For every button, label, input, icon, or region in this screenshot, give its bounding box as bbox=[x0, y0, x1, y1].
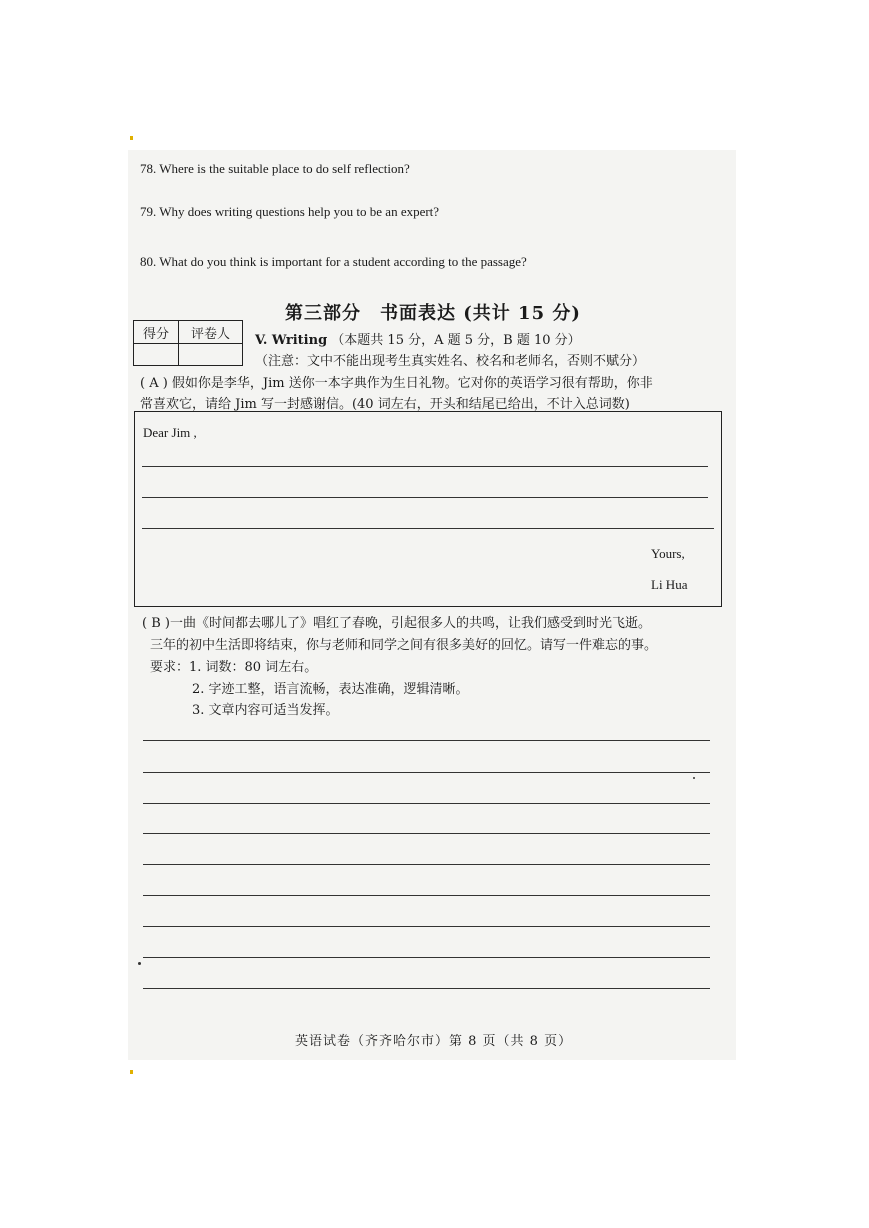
letter-closing: Yours, bbox=[651, 546, 685, 561]
page-footer: 英语试卷（齐齐哈尔市）第 8 页（共 8 页） bbox=[295, 1034, 573, 1049]
part-b-prompt-line2: 三年的初中生活即将结束，你与老师和同学之间有很多美好的回忆。请写一件难忘的事。 bbox=[150, 638, 658, 653]
question-79: 79. Why does writing questions help you to be an expert? bbox=[140, 204, 440, 219]
writing-line[interactable] bbox=[143, 864, 710, 865]
letter-signature: Li Hua bbox=[651, 577, 688, 592]
writing-title: V. Writing bbox=[255, 333, 328, 348]
scan-dot bbox=[138, 962, 141, 965]
writing-points: （本题共 15 分，A 题 5 分，B 题 10 分） bbox=[331, 333, 581, 348]
part-a-prompt-line2: 常喜欢它，请给 Jim 写一封感谢信。(40 词左右，开头和结尾已给出，不计入总词数) bbox=[140, 397, 630, 412]
writing-line[interactable] bbox=[143, 833, 710, 834]
part-a-prompt-line1: ( A ) 假如你是李华，Jim 送你一本字典作为生日礼物。它对你的英语学习很有帮助，你非 bbox=[140, 376, 653, 391]
writing-line[interactable] bbox=[143, 772, 710, 773]
scan-mark bbox=[130, 1070, 133, 1074]
writing-line[interactable] bbox=[143, 740, 710, 741]
writing-note: （注意：文中不能出现考生真实姓名、校名和老师名，否则不赋分） bbox=[255, 354, 646, 369]
writing-line[interactable] bbox=[142, 497, 708, 498]
part-b-requirement-3: 3. 文章内容可适当发挥。 bbox=[192, 703, 339, 718]
grader-label: 评卷人 bbox=[190, 326, 230, 342]
score-label: 得分 bbox=[134, 321, 179, 343]
part-b-prompt-line1: ( B )一曲《时间都去哪儿了》唱红了春晚，引起很多人的共鸣，让我们感受到时光飞逝。 bbox=[142, 616, 651, 631]
writing-line[interactable] bbox=[142, 466, 708, 467]
part-b-requirement-1: 要求：1. 词数：80 词左右。 bbox=[150, 660, 318, 675]
section-title: 第三部分 书面表达 (共计 15 分) bbox=[285, 303, 581, 324]
score-table bbox=[133, 320, 243, 366]
score-cell bbox=[134, 344, 179, 366]
scan-dot bbox=[693, 777, 695, 779]
grader-cell bbox=[179, 344, 242, 366]
writing-line[interactable] bbox=[143, 926, 710, 927]
writing-line[interactable] bbox=[143, 988, 710, 989]
letter-salutation: Dear Jim , bbox=[143, 425, 197, 440]
part-b-requirement-2: 2. 字迹工整，语言流畅，表达准确，逻辑清晰。 bbox=[192, 682, 469, 697]
letter-box bbox=[134, 411, 722, 607]
question-80: 80. What do you think is important for a student according to the passage? bbox=[140, 254, 527, 269]
scan-mark bbox=[130, 136, 133, 140]
writing-line[interactable] bbox=[143, 957, 710, 958]
writing-heading bbox=[255, 329, 581, 348]
writing-line[interactable] bbox=[143, 895, 710, 896]
question-78: 78. Where is the suitable place to do self reflection? bbox=[140, 161, 410, 176]
writing-line[interactable] bbox=[143, 803, 710, 804]
writing-line[interactable] bbox=[142, 528, 714, 529]
